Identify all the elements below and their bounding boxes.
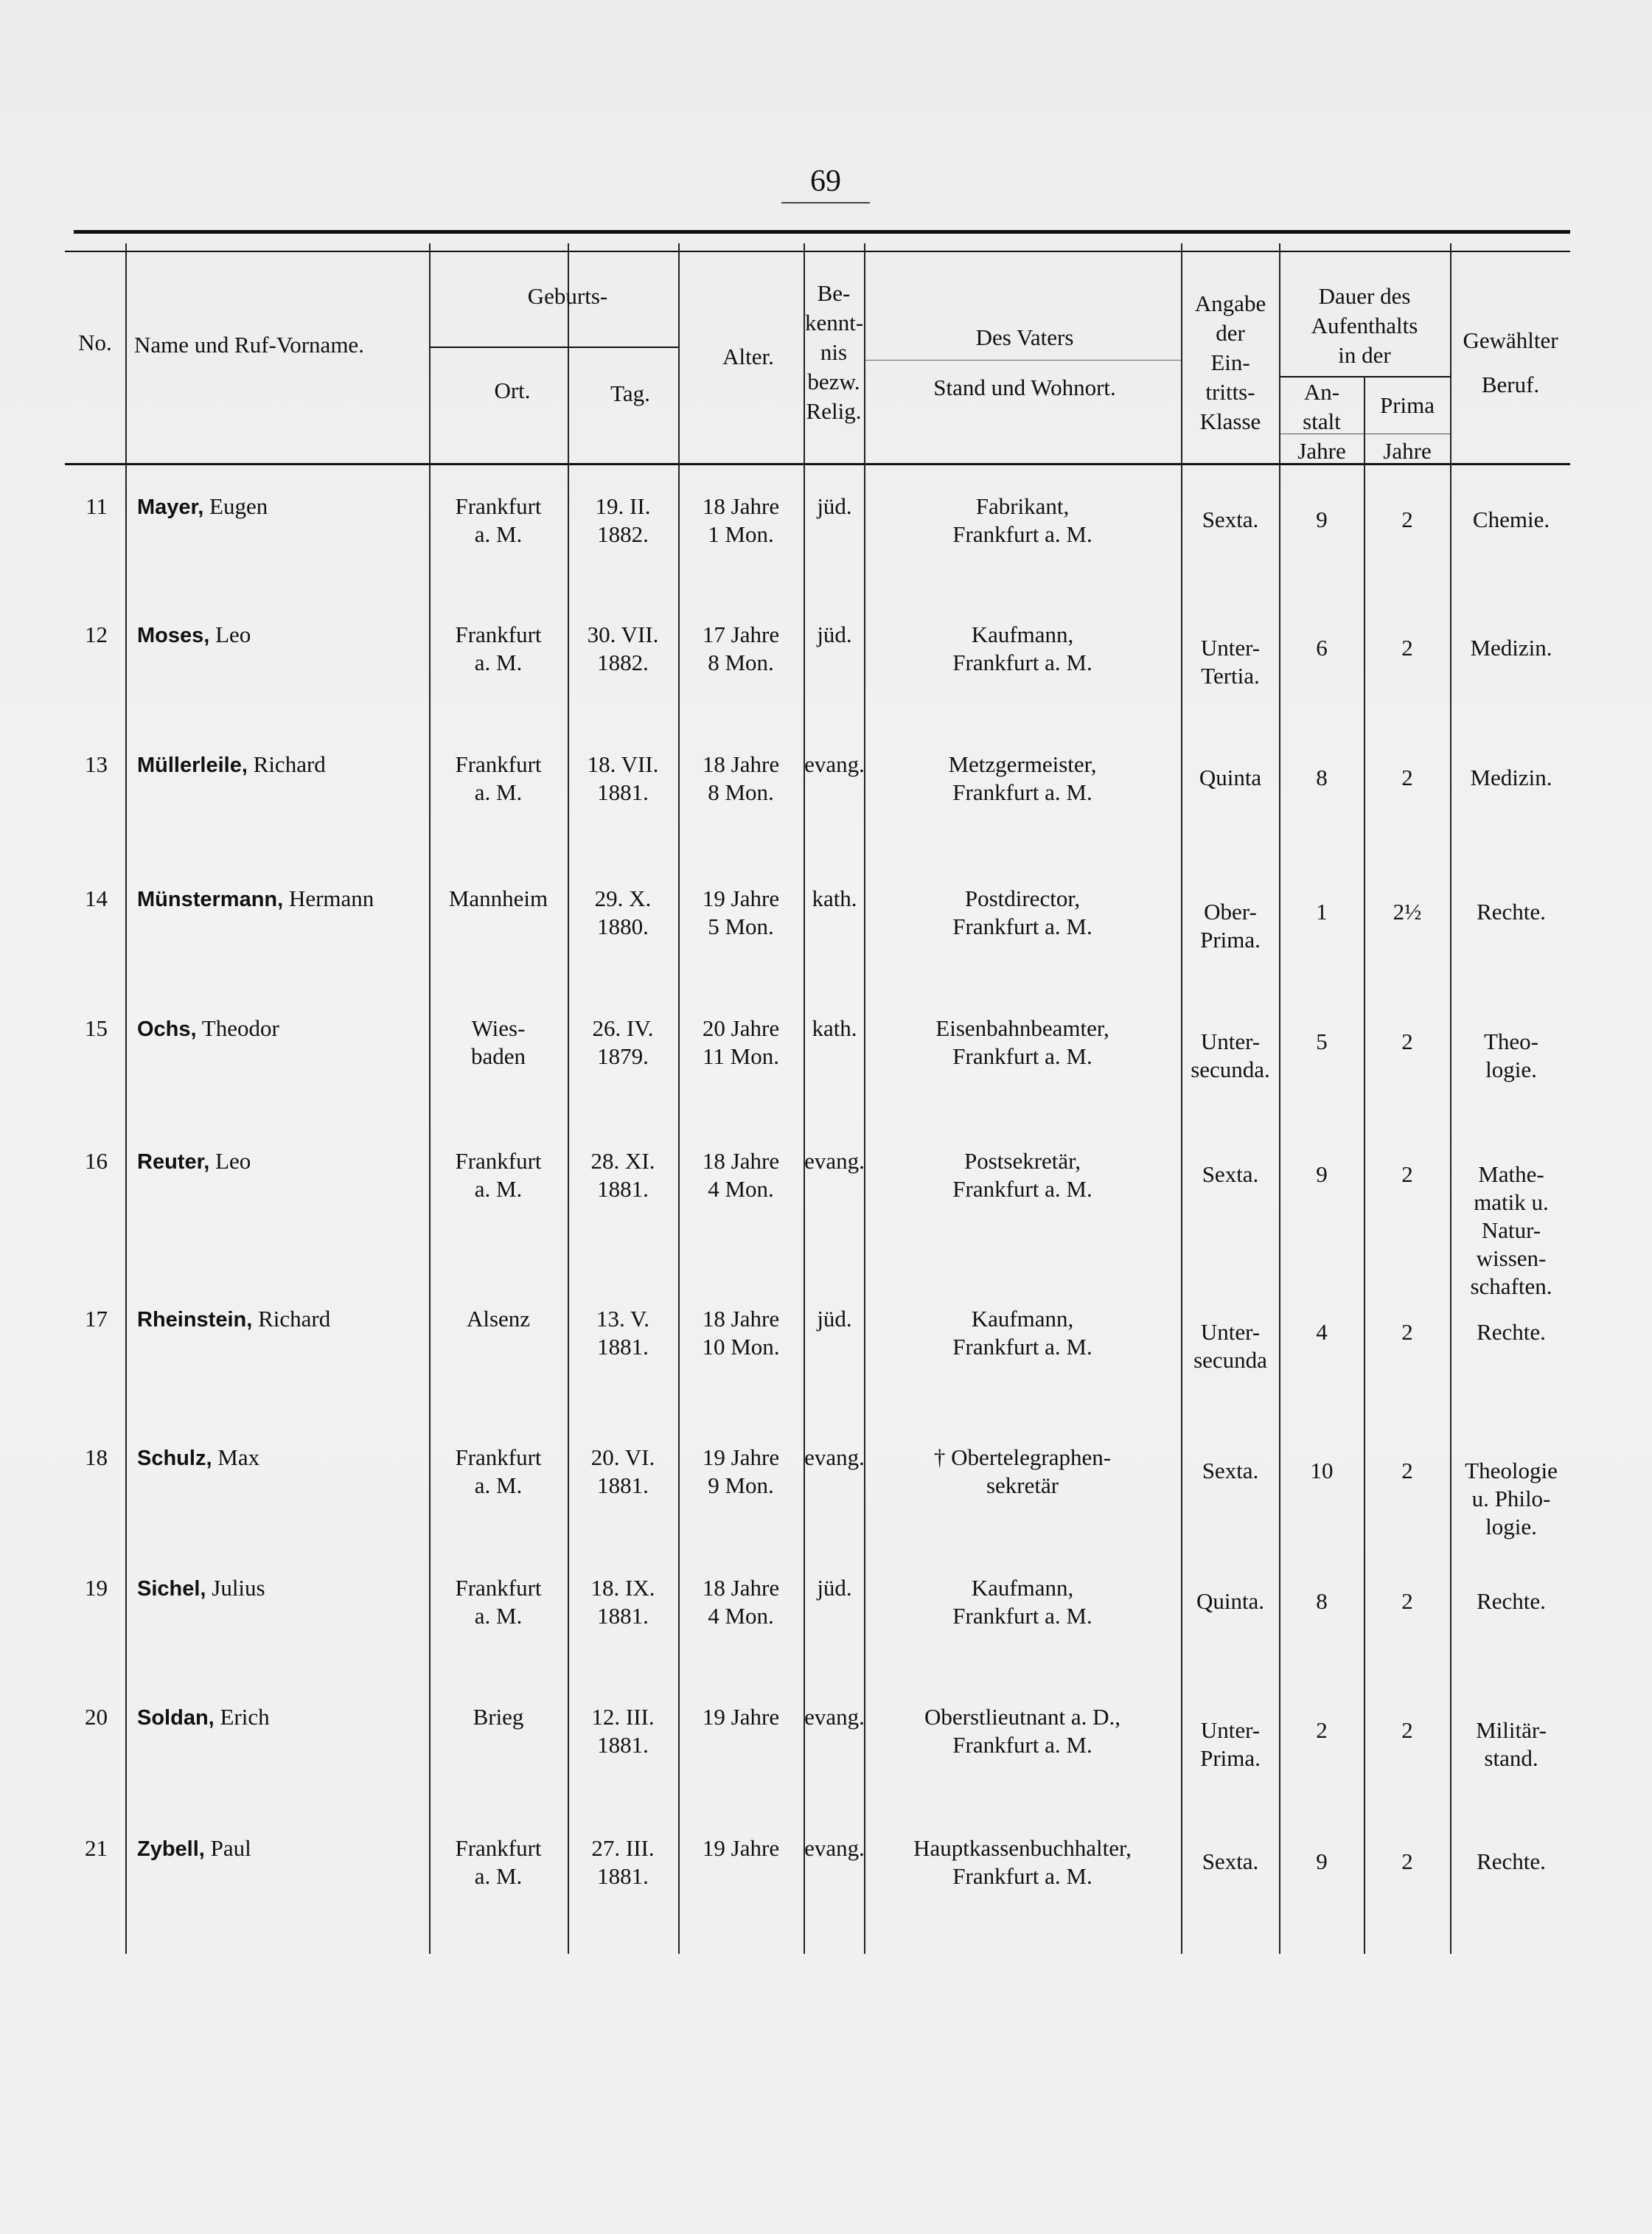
religion: jüd.: [817, 622, 852, 647]
entry-class-line: Ober-: [1204, 899, 1257, 925]
religion: jüd.: [817, 493, 852, 519]
age-line: 1 Mon.: [708, 521, 774, 547]
religion: kath.: [812, 1015, 857, 1041]
row-number: 21: [85, 1835, 108, 1861]
age-line: 8 Mon.: [708, 650, 774, 675]
student-surname: Moses,: [137, 624, 210, 647]
age: [680, 1834, 802, 1862]
age: [680, 1574, 802, 1630]
entry-class: [1182, 898, 1278, 954]
age: [680, 1444, 802, 1500]
father-occupation-line: † Obertelegraphen-: [933, 1444, 1112, 1470]
age: [680, 1703, 802, 1731]
row-number: 20: [85, 1704, 108, 1730]
student-given-name: Leo: [215, 1148, 251, 1174]
col-line: [1450, 243, 1451, 1954]
father-occupation: [865, 885, 1179, 941]
chosen-profession: [1451, 1318, 1571, 1346]
father-occupation-line: Fabrikant,: [975, 493, 1070, 519]
student-name: [137, 1305, 428, 1334]
header-bekenntnis: Be- kennt- nis bezw. Relig.: [805, 280, 864, 424]
entry-class-line: secunda: [1193, 1347, 1267, 1373]
age: [680, 1147, 802, 1203]
birth-date-line: 1882.: [597, 521, 649, 547]
birth-place: [431, 621, 566, 677]
father-occupation: [865, 1574, 1179, 1630]
birth-date-line: 30. VII.: [587, 622, 659, 647]
age-line: 4 Mon.: [708, 1603, 774, 1629]
father-occupation-line: Frankfurt a. M.: [952, 1176, 1092, 1202]
religion: evang.: [804, 1835, 865, 1861]
birth-place-line: Frankfurt: [455, 622, 542, 647]
row-number: 15: [85, 1015, 108, 1041]
birth-date: [569, 1305, 677, 1361]
header-tag: Tag.: [610, 380, 650, 406]
birth-place: [431, 751, 566, 807]
birth-place: [431, 1305, 566, 1333]
age-line: 17 Jahre: [702, 622, 780, 647]
birth-place: [431, 1444, 566, 1500]
birth-date: [569, 1703, 677, 1759]
birth-date: [569, 751, 677, 807]
father-occupation-line: Frankfurt a. M.: [952, 1334, 1092, 1360]
entry-class: [1182, 634, 1278, 690]
birth-date-line: 1880.: [597, 914, 649, 939]
birth-place: [431, 1147, 566, 1203]
age-line: 18 Jahre: [702, 751, 780, 777]
entry-class-line: Unter-: [1200, 1717, 1261, 1743]
father-occupation-line: Frankfurt a. M.: [952, 650, 1092, 675]
birth-place-line: a. M.: [474, 779, 523, 805]
chosen-profession-line: u. Philo-: [1471, 1486, 1551, 1511]
birth-date-line: 1881.: [597, 1176, 649, 1202]
father-occupation: [865, 1703, 1179, 1759]
entry-class: [1182, 506, 1278, 534]
years-prima: 2: [1401, 1848, 1413, 1874]
birth-place-line: Frankfurt: [455, 1148, 542, 1174]
entry-class-line: Quinta: [1199, 765, 1262, 790]
entry-class-line: Prima.: [1200, 1745, 1261, 1771]
entry-class-line: Unter-: [1200, 1319, 1261, 1345]
student-given-name: Richard: [253, 751, 326, 777]
religion: evang.: [804, 1148, 865, 1174]
student-given-name: Max: [217, 1444, 260, 1470]
student-surname: Reuter,: [137, 1150, 210, 1174]
years-prima: 2: [1401, 1588, 1413, 1614]
student-name: [137, 1703, 428, 1732]
age-line: 18 Jahre: [702, 1148, 780, 1174]
entry-class-line: Prima.: [1200, 927, 1261, 953]
header-name: Name und Ruf-Vorname.: [134, 332, 364, 358]
age-line: 4 Mon.: [708, 1176, 774, 1202]
birth-place-line: Frankfurt: [455, 1835, 542, 1861]
student-surname: Soldan,: [137, 1706, 215, 1730]
student-name: [137, 621, 428, 650]
years-institution: 10: [1310, 1458, 1334, 1483]
birth-date: [569, 1444, 677, 1500]
years-prima: 2: [1401, 1029, 1413, 1054]
chosen-profession: [1451, 1587, 1571, 1615]
chosen-profession: [1451, 1457, 1571, 1541]
student-given-name: Paul: [210, 1835, 251, 1861]
birth-date-line: 13. V.: [596, 1306, 650, 1332]
age: [680, 751, 802, 807]
age-line: 19 Jahre: [702, 1444, 780, 1470]
row-number: 14: [85, 885, 108, 911]
chosen-profession-line: Natur-: [1481, 1217, 1541, 1243]
religion: evang.: [804, 1704, 865, 1730]
student-surname: Zybell,: [137, 1837, 205, 1861]
student-surname: Schulz,: [137, 1447, 212, 1470]
years-institution: 9: [1316, 1161, 1328, 1187]
entry-class-line: Quinta.: [1196, 1588, 1265, 1614]
birth-date-line: 1881.: [597, 779, 649, 805]
header-geburts: Geburts-: [527, 283, 608, 309]
chosen-profession-line: Medizin.: [1470, 635, 1552, 661]
chosen-profession-line: Rechte.: [1477, 1588, 1546, 1614]
header-prima: Prima: [1379, 392, 1435, 418]
chosen-profession: [1451, 1848, 1571, 1876]
father-occupation: [865, 1147, 1179, 1203]
entry-class-line: Sexta.: [1202, 507, 1259, 532]
header-beruf: Gewählter Beruf.: [1463, 327, 1558, 397]
entry-class: [1182, 1848, 1278, 1876]
father-occupation-line: Eisenbahnbeamter,: [935, 1015, 1109, 1041]
student-given-name: Hermann: [288, 885, 374, 911]
chosen-profession: [1451, 1028, 1571, 1084]
chosen-profession-line: Rechte.: [1477, 899, 1546, 925]
header-vater-stand: Stand und Wohnort.: [933, 375, 1116, 400]
birth-place-line: a. M.: [474, 521, 523, 547]
entry-class-line: Unter-: [1200, 635, 1261, 661]
years-prima: 2: [1401, 1161, 1413, 1187]
birth-place-line: baden: [470, 1043, 526, 1069]
birth-date: [569, 621, 677, 677]
age-line: 11 Mon.: [703, 1043, 779, 1069]
age-line: 20 Jahre: [702, 1015, 780, 1041]
birth-date-line: 1881.: [597, 1863, 649, 1889]
chosen-profession-line: Rechte.: [1477, 1319, 1546, 1345]
row-number: 17: [85, 1306, 108, 1332]
birth-date-line: 1879.: [597, 1043, 649, 1069]
student-surname: Münstermann,: [137, 888, 284, 911]
years-institution: 1: [1316, 899, 1328, 925]
row-number: 18: [85, 1444, 108, 1470]
years-institution: 9: [1316, 507, 1328, 532]
age-line: 19 Jahre: [702, 885, 780, 911]
birth-place: [431, 1703, 566, 1731]
chosen-profession: [1451, 1161, 1571, 1301]
birth-date-line: 26. IV.: [592, 1015, 654, 1041]
chosen-profession: [1451, 634, 1571, 662]
years-institution: 4: [1316, 1319, 1328, 1345]
years-prima: 2: [1401, 507, 1413, 532]
birth-date-line: 28. XI.: [590, 1148, 655, 1174]
father-occupation-line: Frankfurt a. M.: [952, 914, 1092, 939]
chosen-profession-line: Theologie: [1465, 1458, 1558, 1483]
entry-class: [1182, 1318, 1278, 1374]
col-line: [1181, 243, 1182, 1954]
years-institution: 8: [1316, 765, 1328, 790]
father-occupation: [865, 621, 1179, 677]
birth-place: [431, 1574, 566, 1630]
father-occupation: [865, 1444, 1179, 1500]
years-institution: 9: [1316, 1848, 1328, 1874]
geburts-subrule: [429, 347, 678, 348]
age-line: 18 Jahre: [702, 493, 780, 519]
father-occupation-line: sekretär: [986, 1472, 1059, 1498]
father-occupation-line: Frankfurt a. M.: [952, 1603, 1092, 1629]
entry-class: [1182, 764, 1278, 792]
birth-date: [569, 1147, 677, 1203]
birth-date-line: 1882.: [597, 650, 649, 675]
age-line: 19 Jahre: [702, 1704, 780, 1730]
birth-date-line: 1881.: [597, 1472, 649, 1498]
birth-place-line: a. M.: [474, 1472, 523, 1498]
age-line: 19 Jahre: [702, 1835, 780, 1861]
father-occupation-line: Frankfurt a. M.: [952, 521, 1092, 547]
father-occupation-line: Frankfurt a. M.: [952, 1732, 1092, 1758]
header-ort: Ort.: [494, 377, 531, 403]
age: [680, 1305, 802, 1361]
father-occupation: [865, 751, 1179, 807]
chosen-profession-line: stand.: [1484, 1745, 1538, 1771]
birth-date-line: 18. IX.: [590, 1575, 655, 1601]
years-institution: 2: [1316, 1717, 1328, 1743]
father-occupation-line: Postdirector,: [964, 885, 1081, 911]
col-line: [125, 243, 127, 1954]
chosen-profession-line: matik u.: [1474, 1189, 1549, 1215]
father-occupation-line: Kaufmann,: [971, 1575, 1074, 1601]
student-given-name: Erich: [220, 1704, 270, 1730]
header-dauer: Dauer des Aufenthalts in der: [1311, 283, 1418, 368]
birth-date-line: 29. X.: [594, 885, 652, 911]
chosen-profession: [1451, 506, 1571, 534]
religion: evang.: [804, 751, 865, 777]
student-given-name: Eugen: [209, 493, 268, 519]
row-number: 11: [86, 493, 108, 519]
student-name: [137, 1444, 428, 1472]
religion: kath.: [812, 885, 857, 911]
birth-date-line: 1881.: [597, 1334, 649, 1360]
birth-place-line: Brieg: [473, 1704, 524, 1730]
student-surname: Rheinstein,: [137, 1308, 253, 1332]
birth-place-line: Frankfurt: [455, 1444, 542, 1470]
header-jahre-prima: Jahre: [1383, 438, 1432, 464]
father-occupation-line: Oberstlieutnant a. D.,: [924, 1704, 1120, 1730]
birth-date: [569, 493, 677, 549]
header-vater: Des Vaters: [975, 324, 1074, 350]
header-anstalt: An- stalt: [1303, 379, 1341, 434]
religion: evang.: [804, 1444, 865, 1470]
chosen-profession-line: logie.: [1485, 1057, 1537, 1082]
birth-place-line: a. M.: [474, 1863, 523, 1889]
birth-date-line: 27. III.: [591, 1835, 655, 1861]
header-no: No.: [78, 330, 112, 355]
student-given-name: Theodor: [201, 1015, 279, 1041]
student-name: [137, 1147, 428, 1176]
birth-place-line: Wies-: [471, 1015, 526, 1041]
years-prima: 2: [1401, 1717, 1413, 1743]
birth-place-line: a. M.: [474, 650, 523, 675]
chosen-profession-line: Militär-: [1476, 1717, 1547, 1743]
age-line: 18 Jahre: [702, 1306, 780, 1332]
years-prima: 2: [1401, 1458, 1413, 1483]
birth-date-line: 18. VII.: [587, 751, 659, 777]
birth-place-line: Frankfurt: [455, 493, 542, 519]
entry-class: [1182, 1716, 1278, 1772]
student-surname: Müllerleile,: [137, 754, 248, 777]
student-name: [137, 1834, 428, 1863]
age: [680, 885, 802, 941]
student-surname: Ochs,: [137, 1017, 197, 1041]
entry-class: [1182, 1457, 1278, 1485]
father-occupation-line: Frankfurt a. M.: [952, 1863, 1092, 1889]
header-alter: Alter.: [722, 344, 774, 369]
chosen-profession-line: wissen-: [1476, 1245, 1547, 1271]
birth-date: [569, 1015, 677, 1071]
father-occupation-line: Hauptkassenbuchhalter,: [913, 1835, 1132, 1861]
row-number: 16: [85, 1148, 108, 1174]
years-institution: 6: [1316, 635, 1328, 661]
years-prima: 2: [1401, 635, 1413, 661]
father-occupation-line: Metzgermeister,: [948, 751, 1097, 777]
father-occupation: [865, 1015, 1179, 1071]
student-surname: Sichel,: [137, 1577, 206, 1601]
student-surname: Mayer,: [137, 495, 204, 519]
entry-class: [1182, 1587, 1278, 1615]
student-name: [137, 751, 428, 779]
birth-place-line: a. M.: [474, 1603, 523, 1629]
vater-subrule: [864, 360, 1181, 361]
entry-class: [1182, 1028, 1278, 1084]
chosen-profession: [1451, 764, 1571, 792]
birth-date: [569, 885, 677, 941]
birth-place-line: a. M.: [474, 1176, 523, 1202]
years-institution: 8: [1316, 1588, 1328, 1614]
age-line: 18 Jahre: [702, 1575, 780, 1601]
age: [680, 493, 802, 549]
father-occupation: [865, 493, 1179, 549]
years-prima: 2½: [1393, 899, 1422, 925]
father-occupation: [865, 1305, 1179, 1361]
birth-place-line: Frankfurt: [455, 751, 542, 777]
age-line: 8 Mon.: [708, 779, 774, 805]
birth-date-line: 1881.: [597, 1603, 649, 1629]
chosen-profession-line: Medizin.: [1470, 765, 1552, 790]
birth-date-line: 12. III.: [591, 1704, 655, 1730]
chosen-profession-line: Mathe-: [1478, 1161, 1544, 1187]
age-line: 5 Mon.: [708, 914, 774, 939]
birth-date: [569, 1834, 677, 1890]
student-name: [137, 885, 428, 914]
chosen-profession-line: Chemie.: [1472, 507, 1550, 532]
header-rule: [65, 251, 1570, 252]
years-institution: 5: [1316, 1029, 1328, 1054]
years-prima: 2: [1401, 765, 1413, 790]
entry-class-line: Unter-: [1200, 1029, 1261, 1054]
chosen-profession: [1451, 898, 1571, 926]
age-line: 9 Mon.: [708, 1472, 774, 1498]
birth-date-line: 19. II.: [595, 493, 651, 519]
chosen-profession-line: logie.: [1485, 1514, 1537, 1539]
student-name: [137, 493, 428, 521]
birth-place: [431, 1015, 566, 1071]
birth-place-line: Mannheim: [448, 885, 548, 911]
birth-place: [431, 493, 566, 549]
student-given-name: Julius: [212, 1575, 265, 1601]
top-rule: [74, 230, 1570, 234]
entry-class-line: Sexta.: [1202, 1458, 1259, 1483]
birth-date-line: 20. VI.: [590, 1444, 655, 1470]
father-occupation: [865, 1834, 1179, 1890]
birth-date: [569, 1574, 677, 1630]
chosen-profession: [1451, 1716, 1571, 1772]
student-given-name: Leo: [215, 622, 251, 647]
birth-place-line: Alsenz: [466, 1306, 531, 1332]
birth-date-line: 1881.: [597, 1732, 649, 1758]
years-prima: 2: [1401, 1319, 1413, 1345]
row-number: 13: [85, 751, 108, 777]
birth-place-line: Frankfurt: [455, 1575, 542, 1601]
header-jahre-anstalt: Jahre: [1297, 438, 1346, 464]
father-occupation-line: Kaufmann,: [971, 1306, 1074, 1332]
religion: jüd.: [817, 1306, 852, 1332]
header-angabe: Angabe der Ein- tritts- Klasse: [1194, 290, 1266, 434]
chosen-profession-line: Rechte.: [1477, 1848, 1546, 1874]
row-number: 12: [85, 622, 108, 647]
father-occupation-line: Postsekretär,: [963, 1148, 1081, 1174]
entry-class-line: Sexta.: [1202, 1848, 1259, 1874]
age-line: 10 Mon.: [702, 1334, 780, 1360]
chosen-profession-line: Theo-: [1483, 1029, 1539, 1054]
birth-place: [431, 885, 566, 913]
father-occupation-line: Kaufmann,: [971, 622, 1074, 647]
student-name: [137, 1574, 428, 1603]
chosen-profession-line: schaften.: [1470, 1273, 1552, 1299]
father-occupation-line: Frankfurt a. M.: [952, 1043, 1092, 1069]
row-number: 19: [85, 1575, 108, 1601]
entry-class-line: Sexta.: [1202, 1161, 1259, 1187]
age: [680, 1015, 802, 1071]
entry-class-line: secunda.: [1191, 1057, 1270, 1082]
entry-class: [1182, 1161, 1278, 1189]
age: [680, 621, 802, 677]
father-occupation-line: Frankfurt a. M.: [952, 779, 1092, 805]
col-line: [1279, 243, 1280, 1954]
student-given-name: Richard: [258, 1306, 331, 1332]
entry-class-line: Tertia.: [1201, 663, 1260, 689]
student-name: [137, 1015, 428, 1043]
page-number: 69: [781, 164, 870, 203]
birth-place: [431, 1834, 566, 1890]
religion: jüd.: [817, 1575, 852, 1601]
